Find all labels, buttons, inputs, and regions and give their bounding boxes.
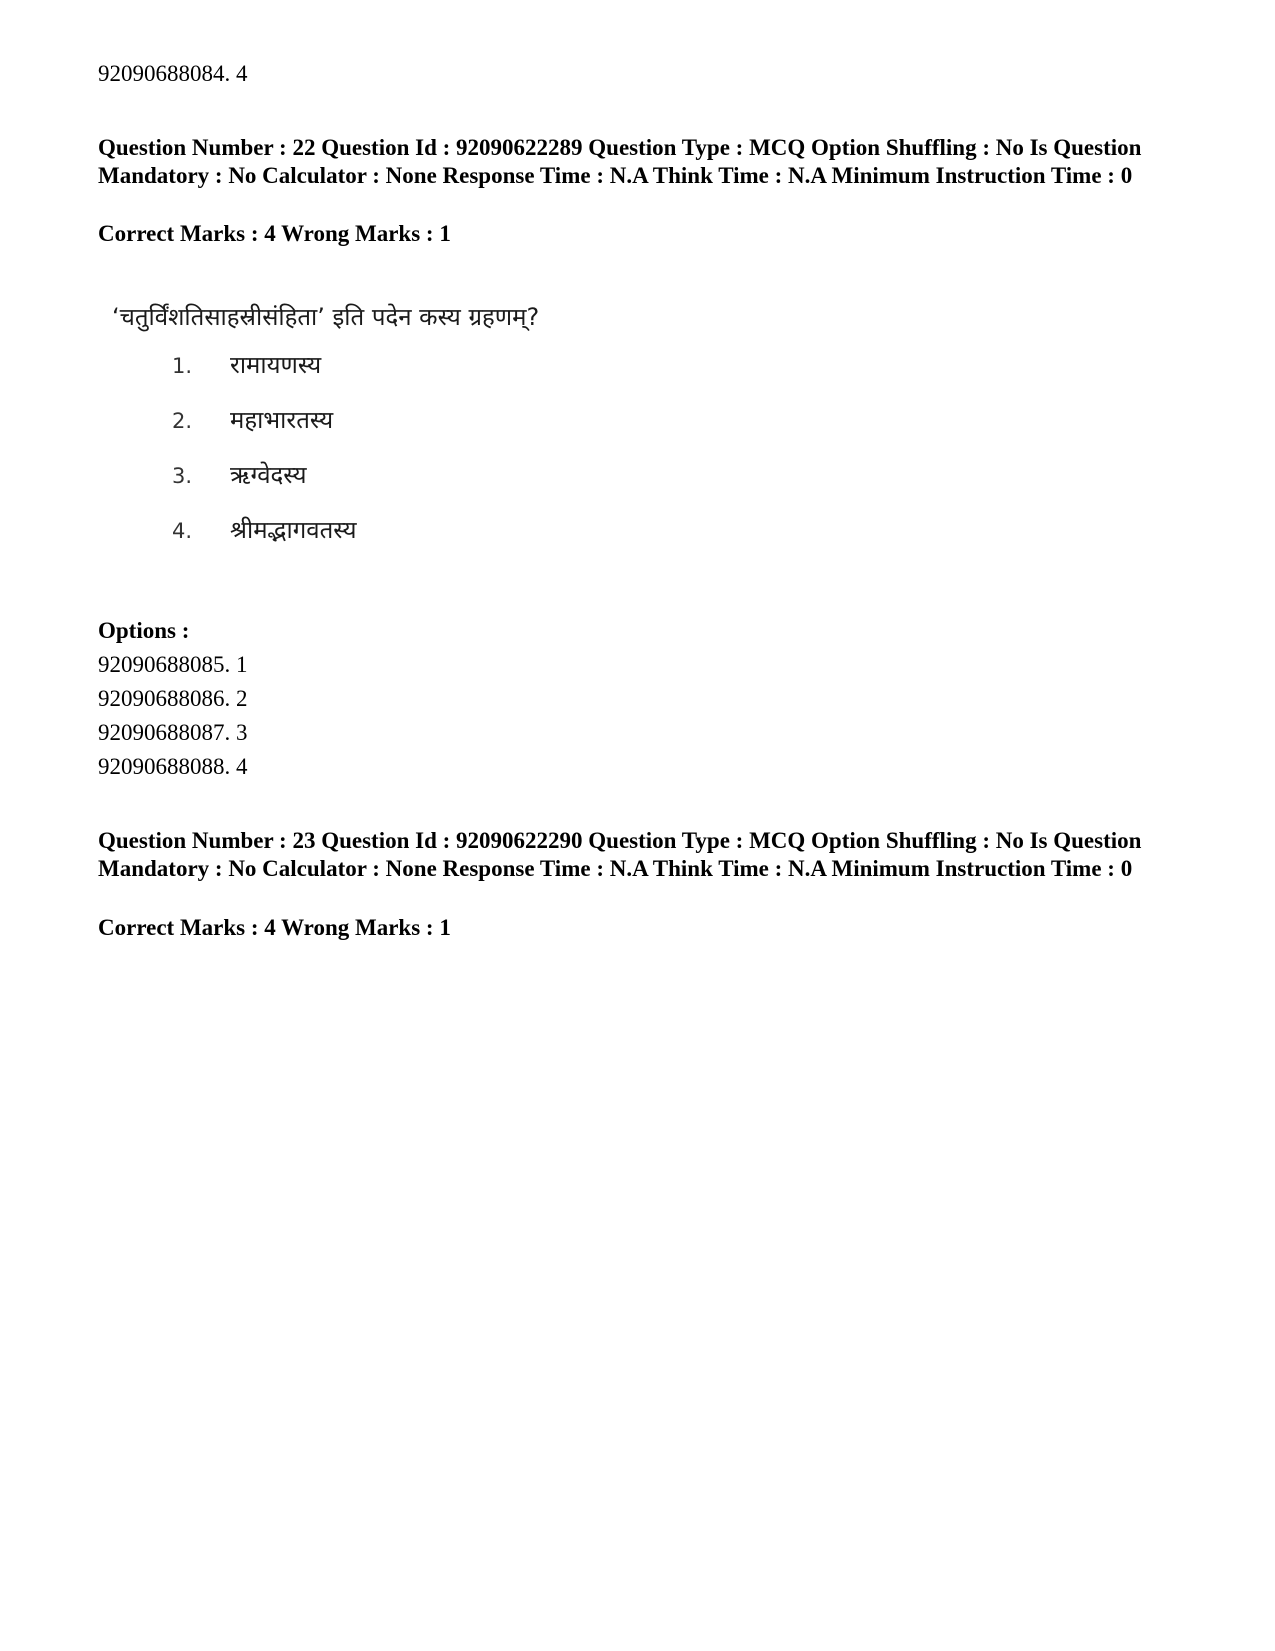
question-22-marks: Correct Marks : 4 Wrong Marks : 1 (98, 221, 451, 246)
option-line: 92090688086. 2 (98, 686, 248, 711)
choice-text: महाभारतस्य (230, 406, 334, 434)
option-line: 92090688085. 1 (98, 652, 248, 677)
question-22-image (110, 292, 630, 582)
choice-text: ऋग्वेदस्य (230, 461, 307, 489)
question-choice (172, 405, 333, 436)
previous-option-line: 92090688084. 4 (98, 61, 248, 86)
choice-number: 1. (172, 354, 193, 378)
question-22-header: Question Number : 22 Question Id : 92090622289 Question Type : MCQ Option Shuffling : No Is Question Mandatory : No Calculator : None Response Time : N.A Think Time : N.A Minimum Instruction Time : 0 (98, 135, 1142, 188)
choice-number: 2. (172, 409, 193, 433)
question-choice (172, 515, 357, 546)
choice-text: रामायणस्य (230, 351, 322, 379)
choice-number: 3. (172, 464, 193, 488)
question-23-marks: Correct Marks : 4 Wrong Marks : 1 (98, 915, 451, 940)
question-23-header: Question Number : 23 Question Id : 92090622290 Question Type : MCQ Option Shuffling : No Is Question Mandatory : No Calculator : None Response Time : N.A Think Time : N.A Minimum Instruction Time : 0 (98, 828, 1142, 881)
question-choice (172, 350, 321, 381)
option-line: 92090688088. 4 (98, 754, 248, 779)
question-22-text: ‘चतुर्विंशतिसाहस्रीसंहिता’ इति पदेन कस्य ग्रहणम्? (112, 303, 540, 331)
options-label: Options : (98, 618, 190, 643)
choice-text: श्रीमद्भागवतस्य (230, 516, 357, 544)
choice-number: 4. (172, 519, 193, 543)
option-line: 92090688087. 3 (98, 720, 248, 745)
question-choice (172, 460, 307, 491)
